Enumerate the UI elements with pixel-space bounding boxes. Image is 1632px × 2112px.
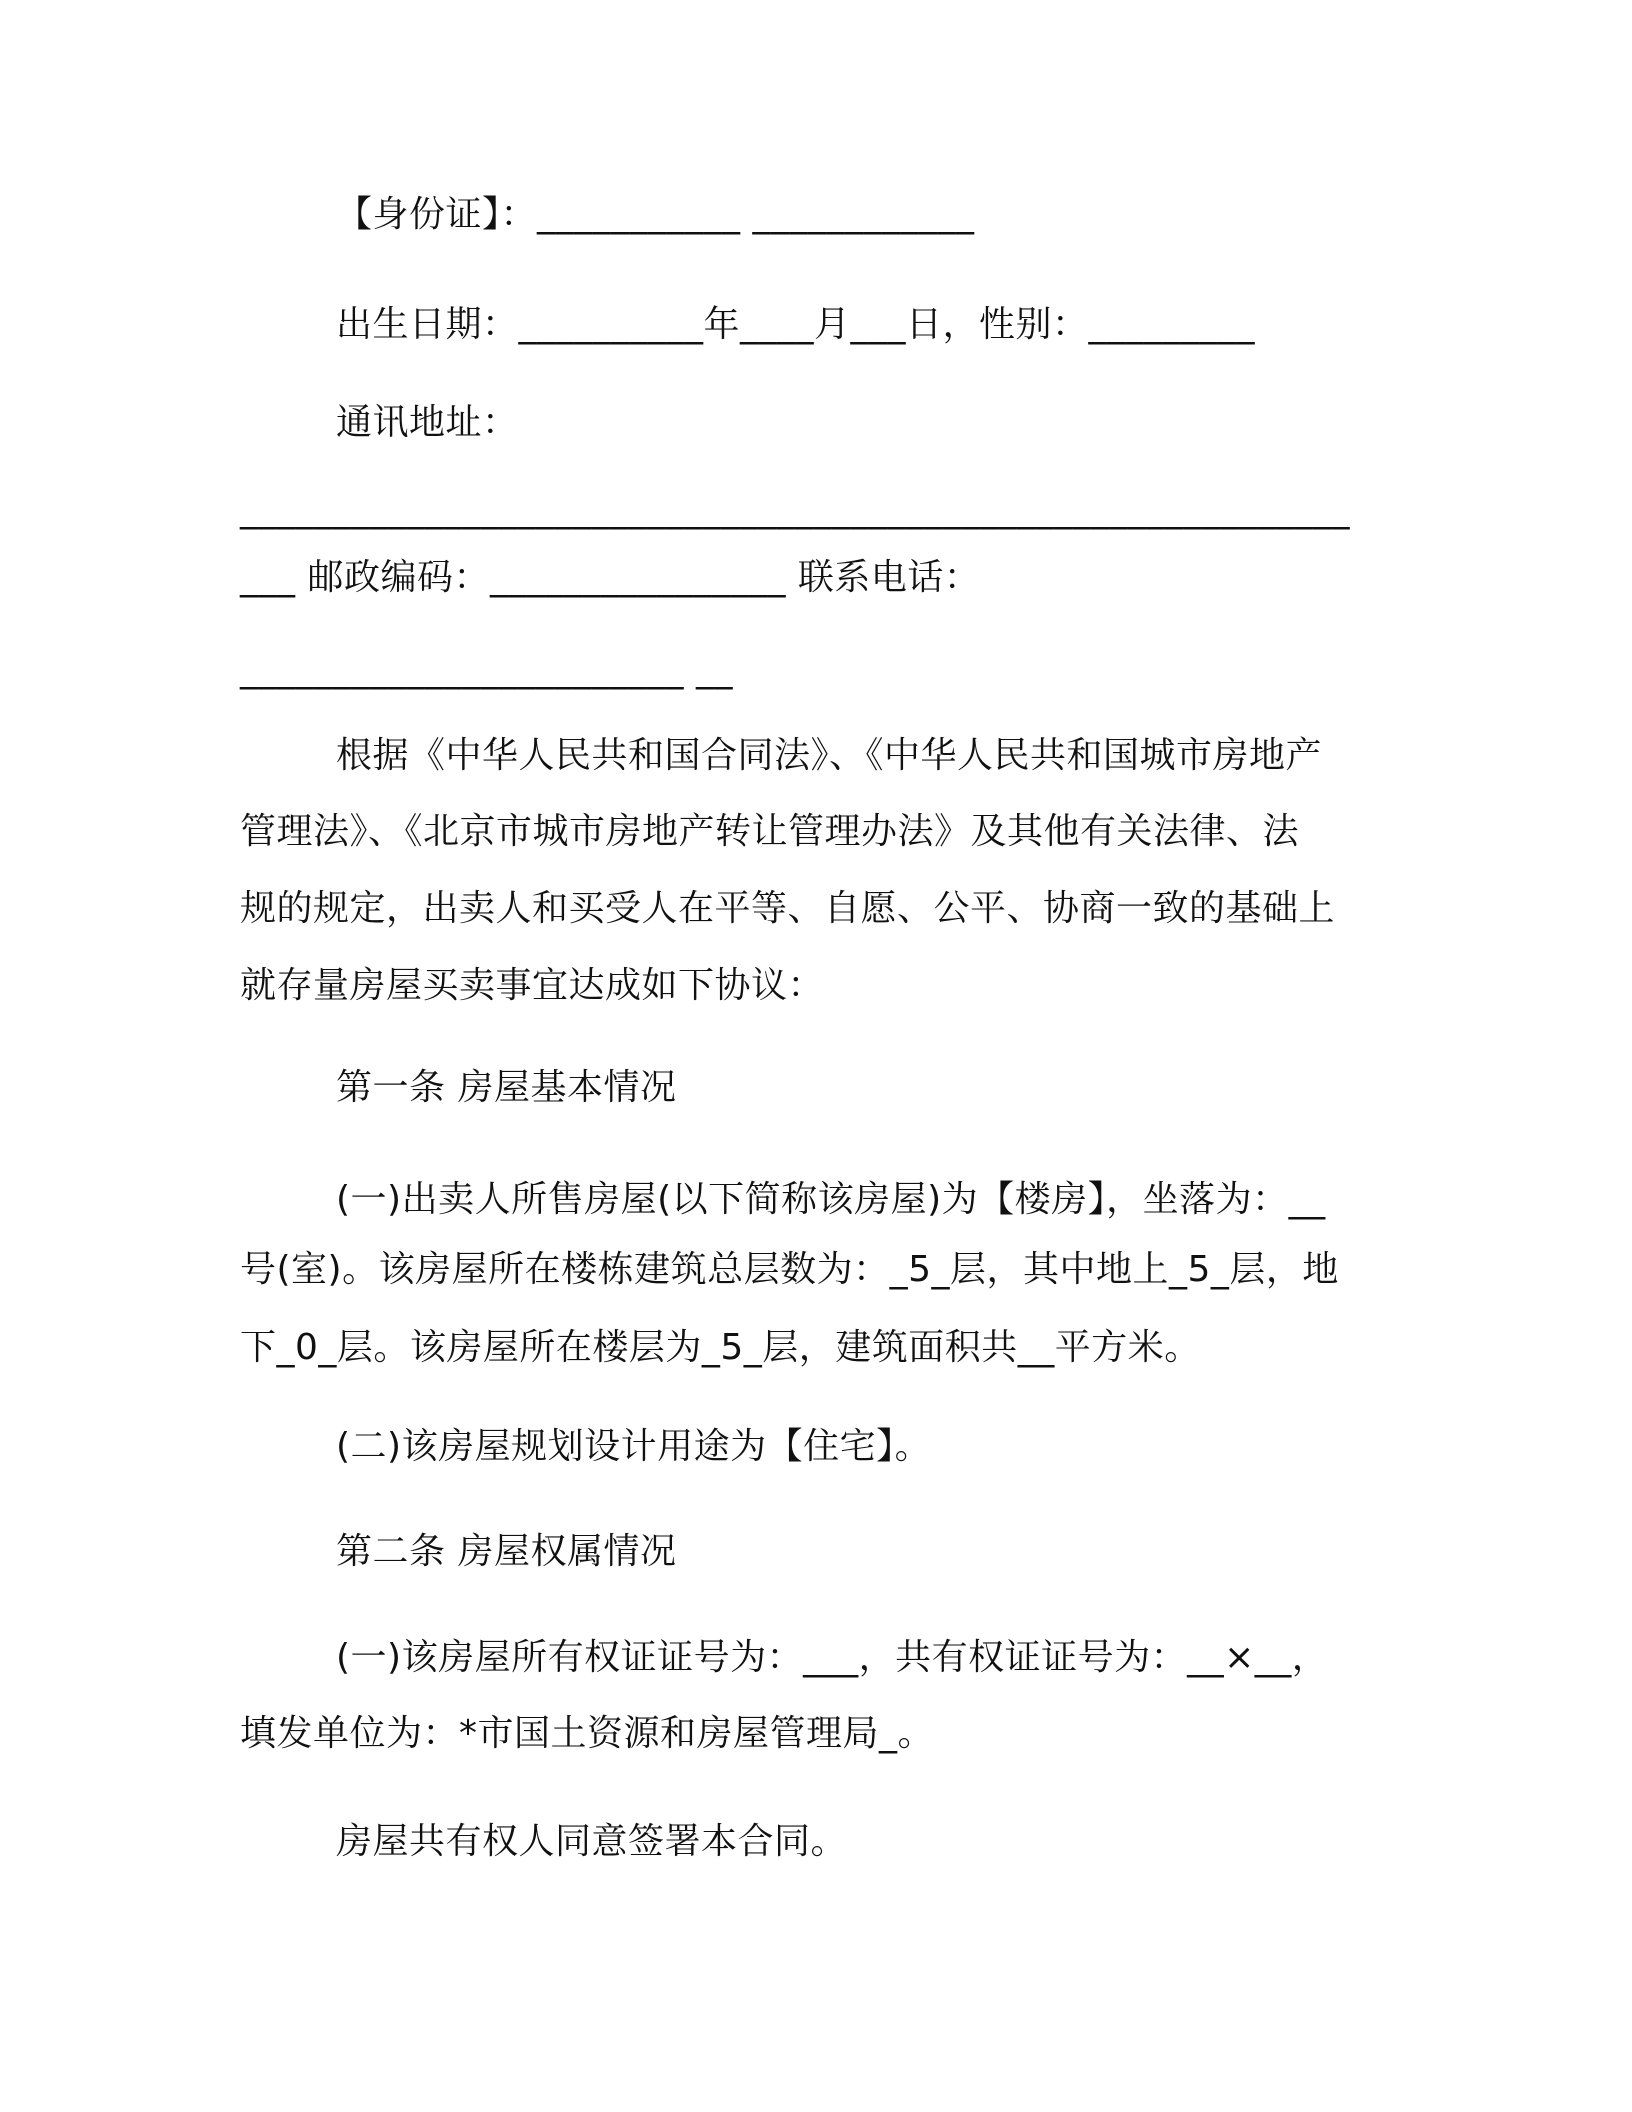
preamble-line-1: 根据《中华人民共和国合同法》、《中华人民共和国城市房地产 [336, 735, 1323, 776]
article-1-clause-1-line-1: (一)出卖人所售房屋(以下简称该房屋)为【楼房】，坐落为：__ [336, 1179, 1326, 1220]
preamble-line-4: 就存量房屋买卖事宜达成如下协议： [240, 965, 825, 1006]
phone-blank-line: ________________________ __ [240, 649, 733, 690]
preamble-line-2: 管理法》、《北京市城市房地产转让管理办法》及其他有关法律、法 [240, 811, 1300, 852]
preamble-line-3: 规的规定，出卖人和买受人在平等、自愿、公平、协商一致的基础上 [240, 888, 1336, 929]
postcode-phone-line: ___ 邮政编码：________________ 联系电话： [240, 557, 981, 598]
article-1-heading: 第一条 房屋基本情况 [336, 1067, 677, 1108]
article-1-clause-1-line-2: 号(室)。该房屋所在楼栋建筑总层数为：_5_层，其中地上_5_层，地 [240, 1249, 1339, 1290]
id-card-line: 【身份证】：___________ ____________ [336, 194, 975, 235]
article-1-clause-2: (二)该房屋规划设计用途为【住宅】。 [336, 1426, 932, 1467]
article-1-clause-1-line-3: 下_0_层。该房屋所在楼层为_5_层，建筑面积共__平方米。 [240, 1327, 1201, 1368]
address-blank-line: ____________________________________________________________ [240, 489, 1350, 530]
address-label: 通讯地址： [336, 402, 519, 443]
article-2-heading: 第二条 房屋权属情况 [336, 1531, 677, 1572]
birth-date-gender-line: 出生日期：__________年____月___日，性别：_________ [336, 304, 1256, 345]
co-owner-consent-line: 房屋共有权人同意签署本合同。 [336, 1821, 848, 1862]
article-2-clause-1-line-1: (一)该房屋所有权证证号为：___，共有权证证号为：__×__， [336, 1637, 1329, 1678]
article-2-clause-1-line-2: 填发单位为：*市国土资源和房屋管理局_。 [240, 1713, 935, 1754]
